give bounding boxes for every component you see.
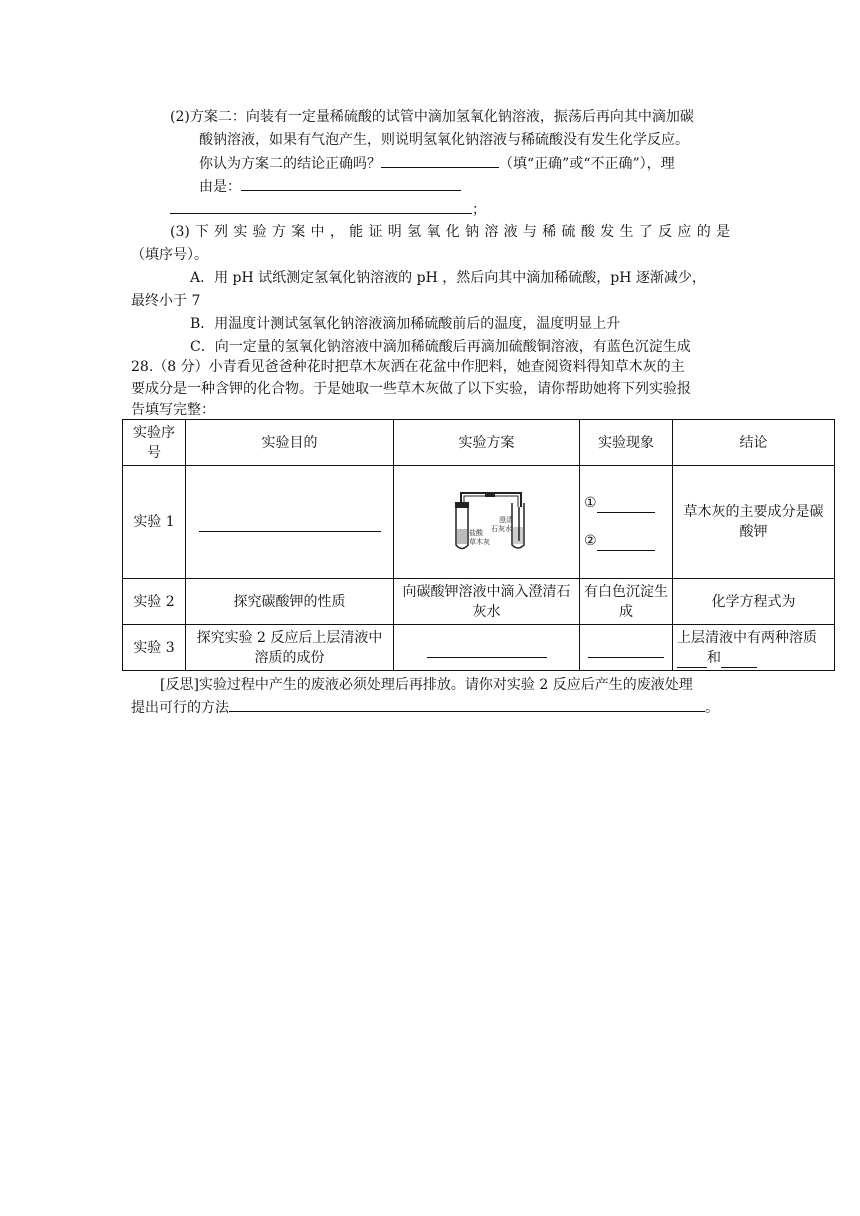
test-tube-apparatus-diagram — [445, 489, 529, 555]
label-acid: 盐酸 — [468, 529, 483, 537]
row3-no: 实验 3 — [123, 625, 186, 671]
row2-purpose: 探究碳酸钾的性质 — [186, 579, 394, 625]
row1-no: 实验 1 — [123, 466, 186, 579]
row2-observation: 有白色沉淀生成 — [580, 579, 673, 625]
row1-obs1-blank[interactable] — [597, 496, 655, 513]
row1-obs2-blank[interactable] — [597, 534, 655, 551]
header-purpose: 实验目的 — [186, 420, 394, 466]
q3-line-2: （填序号）。 — [131, 247, 208, 263]
q3-option-b: B．用温度计测试氢氧化钠溶液滴加稀硫酸前后的温度，温度明显上升 — [190, 316, 621, 332]
q2-answer-blank[interactable] — [381, 153, 499, 168]
q2-fill-hint: （填“正确”或“不正确”），理 — [499, 156, 675, 172]
q2-line-3 — [199, 153, 675, 174]
row1-purpose-blank[interactable] — [199, 513, 381, 532]
q2-line-5-end: ； — [472, 202, 486, 218]
row1-observation — [580, 466, 673, 579]
q2-reason-label: 由是： — [199, 179, 241, 195]
q2-reason-blank-2[interactable] — [170, 199, 472, 214]
row1-observation-1: ① — [584, 493, 668, 513]
label-ash: 草木灰 — [468, 538, 490, 546]
table-row — [123, 625, 835, 671]
q2-line-5 — [170, 199, 486, 220]
row1-conclusion: 草木灰的主要成分是碳酸钾 — [673, 466, 835, 579]
table-row — [123, 466, 835, 579]
row3-observation-blank[interactable] — [588, 641, 664, 658]
header-plan: 实验方案 — [394, 420, 580, 466]
header-conclusion: 结论 — [673, 420, 835, 466]
label-limewater: 石灰水 — [490, 525, 512, 533]
row1-plan — [394, 466, 580, 579]
reflection-line-1: [反思]实验过程中产生的废液必须处理后再排放。请你对实验 2 反应后产生的废液处理 — [160, 677, 693, 693]
q28-line-3: 告填写完整： — [131, 402, 215, 418]
q2-question: 你认为方案二的结论正确吗？ — [199, 156, 381, 172]
header-observation: 实验现象 — [580, 420, 673, 466]
row3-conclusion: 上层清液中有两种溶质和 — [673, 625, 835, 671]
q2-line-1: (2)方案二：向装有一定量稀硫酸的试管中滴加氢氧化钠溶液，振荡后再向其中滴加碳 — [170, 109, 694, 125]
reflection-line-2: 提出可行的方法 。 — [131, 697, 719, 718]
row3-observation — [580, 625, 673, 671]
table-row — [123, 579, 835, 625]
row2-no: 实验 2 — [123, 579, 186, 625]
q2-line-4 — [199, 176, 461, 197]
q3-option-c: C．向一定量的氢氧化钠溶液中滴加稀硫酸后再滴加硫酸铜溶液，有蓝色沉淀生成 — [190, 339, 691, 355]
q28-line-1: 28.（8 分）小青看见爸爸种花时把草木灰洒在花盆中作肥料，她查阅资料得知草木灰的主 — [131, 359, 685, 375]
table-header-row — [123, 420, 835, 466]
label-clear: 澄清 — [498, 516, 513, 524]
q3-option-a-cont: 最终小于 7 — [131, 293, 201, 309]
header-no: 实验序号 — [123, 420, 186, 466]
row3-purpose: 探究实验 2 反应后上层清液中溶质的成份 — [186, 625, 394, 671]
row3-plan — [394, 625, 580, 671]
row1-purpose — [186, 466, 394, 579]
q3-option-a: A．用 pH 试纸测定氢氧化钠溶液的 pH ，然后向其中滴加稀硫酸，pH 逐渐减少， — [190, 270, 706, 286]
row1-observation-2: ② — [584, 531, 668, 551]
experiment-table — [122, 419, 835, 671]
q28-line-2: 要成分是一种含钾的化合物。于是她取一些草木灰做了以下实验，请你帮助她将下列实验报 — [131, 381, 691, 397]
row3-solute-2-blank[interactable] — [721, 653, 757, 668]
q2-line-2: 酸钠溶液，如果有气泡产生，则说明氢氧化钠溶液与稀硫酸没有发生化学反应。 — [199, 132, 689, 148]
row3-solute-1-blank[interactable] — [677, 653, 707, 668]
row2-conclusion: 化学方程式为 — [673, 579, 835, 625]
row2-plan: 向碳酸钾溶液中滴入澄清石灰水 — [394, 579, 580, 625]
row3-plan-blank[interactable] — [427, 641, 547, 658]
q3-line-1: (3) 下 列 实 验 方 案 中 ， 能 证 明 氢 氧 化 钠 溶 液 与 稀 硫 酸 发 生 了 反 应 的 是 — [170, 224, 730, 240]
reflection-method-blank[interactable] — [229, 697, 705, 712]
q2-reason-blank[interactable] — [241, 176, 461, 191]
